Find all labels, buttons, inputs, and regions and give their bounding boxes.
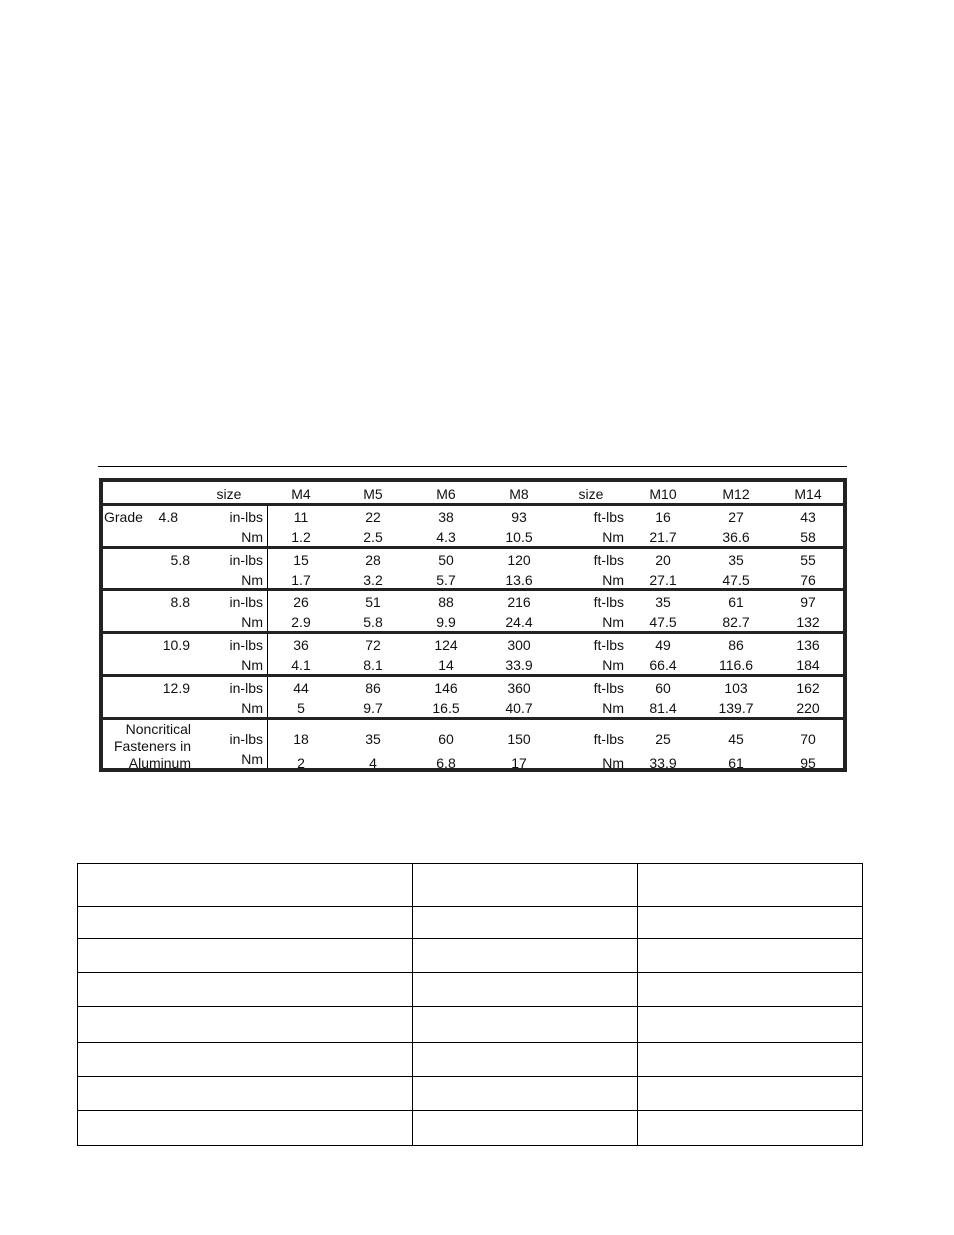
- blank-table-row: [78, 973, 863, 1007]
- blank-table-cell: [413, 1076, 638, 1110]
- grade-12.9-row-1-value: 86: [365, 680, 381, 696]
- header-size-m5: M5: [363, 486, 383, 502]
- grade-8.8-row-2-value: 24.4: [505, 614, 533, 630]
- group-divider: [103, 588, 843, 591]
- grade-12.9-row-1-value: 44: [293, 680, 309, 696]
- grade-5.8-row-2-value: 76: [800, 572, 816, 588]
- grade-5.8-row-1-value: 35: [728, 552, 744, 568]
- grade-8.8-row-2-unit: Nm: [241, 614, 263, 630]
- grade-8.8-row-2-value: 82.7: [722, 614, 750, 630]
- grade-5.8-row-2-unit: Nm: [241, 572, 263, 588]
- grade-10.9-row-1-unit: in-lbs: [229, 637, 263, 653]
- blank-table-cell: [78, 1076, 413, 1110]
- grade-8.8-row-1-value: 51: [365, 594, 381, 610]
- unit-column-divider: [267, 591, 268, 631]
- grade-12.9-row-2-value: 81.4: [649, 700, 677, 716]
- grade-4.8-row-2-value: 58: [800, 529, 816, 545]
- noncritical-row-1-unit: in-lbs: [229, 731, 263, 747]
- grade-12.9-row-2-value: 40.7: [505, 700, 533, 716]
- grade-12.9-row-1-value: 103: [724, 680, 748, 696]
- noncritical-label-line: Fasteners in: [113, 738, 191, 754]
- grade-12.9-row-2-value: 16.5: [432, 700, 460, 716]
- blank-table-cell: [638, 973, 863, 1007]
- unit-column-divider: [267, 549, 268, 589]
- group-divider: [103, 546, 843, 549]
- grade-10.9-row-2-value: 184: [796, 657, 820, 673]
- grade-4.8-row-2-value: 10.5: [505, 529, 533, 545]
- blank-table-cell: [638, 1076, 863, 1110]
- grade-10.9-row-1-value: 36: [293, 637, 309, 653]
- grade-8.8-row-2-value: 5.8: [363, 614, 383, 630]
- unit-column-divider: [267, 720, 268, 768]
- grade-8.8-row-2-value: 132: [796, 614, 820, 630]
- noncritical-row-1-value: 150: [507, 731, 531, 747]
- grade-8.8-row-2-value: 47.5: [649, 614, 677, 630]
- grade-12.9-row-2-value: 5: [297, 700, 305, 716]
- blank-grid-table: [77, 863, 863, 1146]
- noncritical-row-2-value: 61: [728, 755, 744, 771]
- grade-12.9-row-1-value: 146: [434, 680, 458, 696]
- grade-4.8-row-1-unit: in-lbs: [229, 509, 263, 525]
- header-size-label-2: size: [578, 486, 604, 502]
- grade-10.9-row-2-unit2: Nm: [602, 657, 624, 673]
- grade-4.8-row-1-value: 16: [655, 509, 671, 525]
- grade-5.8-row-2-value: 47.5: [722, 572, 750, 588]
- grade-5.8-row-1-value: 15: [293, 552, 309, 568]
- grade-12.9-row-1-unit2: ft-lbs: [593, 680, 624, 696]
- blank-table-cell: [78, 939, 413, 973]
- blank-table-cell: [638, 1110, 863, 1145]
- grade-10.9-row-1-value: 86: [728, 637, 744, 653]
- grade-4.8-row-1-value: 38: [438, 509, 454, 525]
- grade-8.8-row-2-value: 2.9: [291, 614, 311, 630]
- grade-5.8-row-2-value: 13.6: [505, 572, 533, 588]
- grade-4.8-row-2-value: 1.2: [291, 529, 311, 545]
- blank-table-cell: [413, 864, 638, 907]
- blank-table-cell: [413, 907, 638, 939]
- grade-10.9-row-1-unit2: ft-lbs: [593, 637, 624, 653]
- noncritical-row-1-value: 25: [655, 731, 671, 747]
- grade-8.8-row-1-value: 26: [293, 594, 309, 610]
- grade-10.9-row-2-unit: Nm: [241, 657, 263, 673]
- grade-12.9-row-1-value: 60: [655, 680, 671, 696]
- grade-8.8-row-1-value: 97: [800, 594, 816, 610]
- blank-table-row: [78, 907, 863, 939]
- grade-value: 4.8: [158, 509, 178, 525]
- grade-5.8-row-1-value: 55: [800, 552, 816, 568]
- grade-5.8-row-2-value: 5.7: [436, 572, 456, 588]
- noncritical-row-1-value: 35: [365, 731, 381, 747]
- grade-4.8-row-2-value: 4.3: [436, 529, 456, 545]
- blank-table-cell: [78, 1110, 413, 1145]
- grade-10.9-row-2-value: 33.9: [505, 657, 533, 673]
- grade-5.8-row-2-value: 27.1: [649, 572, 677, 588]
- blank-table-row: [78, 1042, 863, 1076]
- blank-table-cell: [413, 1110, 638, 1145]
- blank-table-cell: [413, 939, 638, 973]
- noncritical-label-line: Noncritical: [125, 721, 191, 737]
- header-size-m4: M4: [291, 486, 311, 502]
- noncritical-row-1-value: 60: [438, 731, 454, 747]
- unit-column-divider: [267, 634, 268, 674]
- grade-12.9-row-2-value: 139.7: [718, 700, 754, 716]
- grade-12.9-row-2-unit2: Nm: [602, 700, 624, 716]
- grade-5.8-row-1-value: 120: [507, 552, 531, 568]
- grade-4.8-row-2-unit: Nm: [241, 529, 263, 545]
- blank-table-row: [78, 939, 863, 973]
- blank-table-cell: [413, 973, 638, 1007]
- grade-8.8-row-1-value: 216: [507, 594, 531, 610]
- blank-table-cell: [638, 1007, 863, 1042]
- grade-12.9-row-2-value: 220: [796, 700, 820, 716]
- header-size-m6: M6: [436, 486, 456, 502]
- grade-5.8-row-1-value: 28: [365, 552, 381, 568]
- grade-10.9-row-1-value: 72: [365, 637, 381, 653]
- noncritical-row-1-value: 70: [800, 731, 816, 747]
- grade-12.9-row-1-value: 360: [507, 680, 531, 696]
- grade-value: 10.9: [162, 637, 190, 653]
- noncritical-row-2-value: 6.8: [436, 755, 456, 771]
- blank-table-row: [78, 1110, 863, 1145]
- grade-label: Grade: [104, 509, 143, 525]
- grade-4.8-row-2-unit2: Nm: [602, 529, 624, 545]
- blank-table-cell: [413, 1007, 638, 1042]
- grade-4.8-row-2-value: 21.7: [649, 529, 677, 545]
- grade-12.9-row-1-value: 162: [796, 680, 820, 696]
- torque-specification-table: [99, 478, 847, 772]
- grade-10.9-row-1-value: 300: [507, 637, 531, 653]
- unit-column-divider: [267, 506, 268, 546]
- header-size-m14: M14: [794, 486, 822, 502]
- grade-value: 12.9: [162, 680, 190, 696]
- blank-table-cell: [78, 1007, 413, 1042]
- noncritical-row-2-unit2: Nm: [602, 755, 624, 771]
- grade-8.8-row-1-unit2: ft-lbs: [593, 594, 624, 610]
- grade-8.8-row-2-value: 9.9: [436, 614, 456, 630]
- grade-5.8-row-2-unit2: Nm: [602, 572, 624, 588]
- grade-5.8-row-1-value: 50: [438, 552, 454, 568]
- horizontal-rule: [98, 466, 847, 467]
- unit-column-divider: [267, 677, 268, 717]
- blank-table-row: [78, 1076, 863, 1110]
- noncritical-label-line: Aluminum: [128, 755, 191, 771]
- blank-table-cell: [638, 1042, 863, 1076]
- blank-table-cell: [638, 864, 863, 907]
- blank-table-cell: [78, 973, 413, 1007]
- noncritical-row-1-value: 45: [728, 731, 744, 747]
- grade-8.8-row-1-unit: in-lbs: [229, 594, 263, 610]
- blank-table-cell: [638, 907, 863, 939]
- grade-8.8-row-1-value: 61: [728, 594, 744, 610]
- grade-8.8-row-1-value: 35: [655, 594, 671, 610]
- header-size-m10: M10: [649, 486, 677, 502]
- grade-4.8-row-1-value: 43: [800, 509, 816, 525]
- noncritical-row-1-value: 18: [293, 731, 309, 747]
- group-divider: [103, 717, 843, 720]
- grade-5.8-row-2-value: 1.7: [291, 572, 311, 588]
- group-divider: [103, 631, 843, 634]
- grade-10.9-row-2-value: 8.1: [363, 657, 383, 673]
- grade-10.9-row-1-value: 136: [796, 637, 820, 653]
- grade-12.9-row-1-unit: in-lbs: [229, 680, 263, 696]
- grade-10.9-row-2-value: 4.1: [291, 657, 311, 673]
- blank-table-row: [78, 864, 863, 907]
- header-size-m12: M12: [722, 486, 750, 502]
- grade-4.8-row-2-value: 2.5: [363, 529, 383, 545]
- header-size-m8: M8: [509, 486, 529, 502]
- grade-4.8-row-1-value: 22: [365, 509, 381, 525]
- blank-table-cell: [78, 907, 413, 939]
- grade-4.8-row-1-value: 11: [293, 509, 309, 525]
- blank-table-cell: [413, 1042, 638, 1076]
- blank-table-cell: [78, 864, 413, 907]
- group-divider: [103, 503, 843, 506]
- grade-5.8-row-1-unit: in-lbs: [229, 552, 263, 568]
- noncritical-row-2-value: 2: [297, 755, 305, 771]
- noncritical-row-2-value: 17: [511, 755, 527, 771]
- noncritical-row-1-unit2: ft-lbs: [593, 731, 624, 747]
- grade-12.9-row-2-unit: Nm: [241, 700, 263, 716]
- grade-4.8-row-1-unit2: ft-lbs: [593, 509, 624, 525]
- header-size-label: size: [216, 486, 242, 502]
- grade-4.8-row-1-value: 93: [511, 509, 527, 525]
- grade-4.8-row-1-value: 27: [728, 509, 744, 525]
- blank-table-cell: [638, 939, 863, 973]
- group-divider: [103, 674, 843, 677]
- grade-10.9-row-2-value: 14: [438, 657, 454, 673]
- grade-5.8-row-1-value: 20: [655, 552, 671, 568]
- grade-10.9-row-1-value: 124: [434, 637, 458, 653]
- grade-8.8-row-2-unit2: Nm: [602, 614, 624, 630]
- grade-4.8-row-2-value: 36.6: [722, 529, 750, 545]
- grade-10.9-row-2-value: 66.4: [649, 657, 677, 673]
- blank-table-row: [78, 1007, 863, 1042]
- noncritical-row-2-value: 95: [800, 755, 816, 771]
- noncritical-row-2-value: 4: [369, 755, 377, 771]
- grade-8.8-row-1-value: 88: [438, 594, 454, 610]
- grade-10.9-row-1-value: 49: [655, 637, 671, 653]
- noncritical-row-2-unit: Nm: [241, 751, 263, 767]
- noncritical-label: [41, 721, 191, 772]
- grade-10.9-row-2-value: 116.6: [719, 657, 753, 673]
- grade-5.8-row-1-unit2: ft-lbs: [593, 552, 624, 568]
- blank-table-cell: [78, 1042, 413, 1076]
- grade-value: 8.8: [170, 594, 190, 610]
- grade-12.9-row-2-value: 9.7: [363, 700, 383, 716]
- grade-value: 5.8: [170, 552, 190, 568]
- grade-5.8-row-2-value: 3.2: [363, 572, 383, 588]
- noncritical-row-2-value: 33.9: [649, 755, 677, 771]
